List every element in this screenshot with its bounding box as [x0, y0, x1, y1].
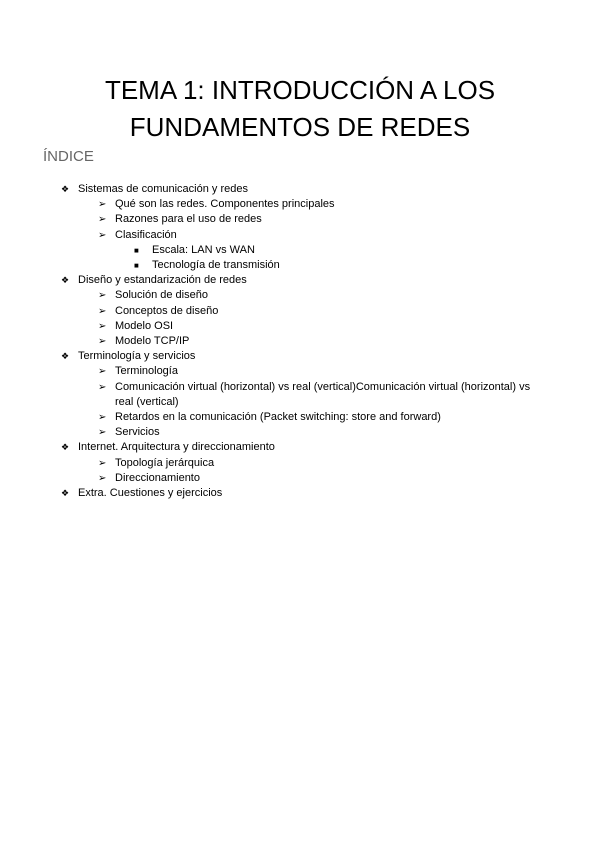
toc-item-text: Servicios — [115, 426, 160, 439]
table-of-contents — [0, 182, 600, 501]
toc-item-level-2 — [0, 334, 600, 349]
toc-item-text: Razones para el uso de redes — [115, 213, 262, 226]
toc-item-text: Clasificación — [115, 228, 177, 241]
arrow-bullet-icon: ➢ — [98, 366, 107, 378]
arrow-bullet-icon: ➢ — [98, 229, 107, 241]
title-line: TEMA 1: INTRODUCCIÓN A LOS — [104, 75, 496, 105]
toc-item-level-1 — [0, 273, 600, 288]
square-bullet-icon: ■ — [134, 261, 139, 271]
toc-item-text: Topología jerárquica — [115, 456, 215, 469]
arrow-bullet-icon: ➢ — [98, 381, 107, 393]
arrow-bullet-icon: ➢ — [98, 290, 107, 302]
toc-item-level-2 — [0, 228, 600, 243]
toc-item-text: Modelo OSI — [115, 319, 174, 332]
toc-item-text: Terminología — [115, 365, 178, 378]
toc-item-text: Solución de diseño — [115, 289, 208, 302]
toc-item-level-1 — [0, 440, 600, 455]
toc-item-text: Escala: LAN vs WAN — [152, 243, 255, 256]
arrow-bullet-icon: ➢ — [98, 472, 107, 484]
arrow-bullet-icon: ➢ — [98, 305, 107, 317]
toc-item-level-2 — [0, 410, 600, 425]
diamond-bullet-icon: ❖ — [61, 184, 70, 194]
toc-item-level-2 — [0, 197, 600, 212]
arrow-bullet-icon: ➢ — [98, 412, 107, 424]
toc-item-level-2 — [0, 471, 600, 486]
toc-item-level-2 — [0, 288, 600, 303]
diamond-bullet-icon: ❖ — [61, 351, 70, 362]
arrow-bullet-icon: ➢ — [98, 427, 107, 439]
toc-item-level-2 — [0, 364, 600, 379]
toc-item-level-2 — [0, 319, 600, 334]
diamond-bullet-icon: ❖ — [61, 442, 70, 453]
toc-item-text: Conceptos de diseño — [115, 304, 219, 317]
toc-item-level-1 — [0, 486, 600, 501]
toc-item-level-2 — [0, 304, 600, 319]
arrow-bullet-icon: ➢ — [98, 336, 107, 348]
toc-item-text: Direccionamiento — [115, 471, 200, 484]
toc-item-text: Internet. Arquitectura y direccionamiento — [78, 441, 275, 454]
toc-item-text: Terminología y servicios — [78, 350, 196, 363]
toc-item-level-3 — [0, 258, 600, 273]
diamond-bullet-icon: ❖ — [61, 488, 70, 499]
index-heading: ÍNDICE — [43, 148, 94, 165]
diamond-bullet-icon: ❖ — [61, 275, 70, 286]
toc-item-level-2 — [0, 380, 600, 410]
toc-item-level-2 — [0, 456, 600, 471]
toc-item-text: Sistemas de comunicación y redes — [78, 183, 248, 195]
toc-item-text: Retardos en la comunicación (Packet switching: store and forward) — [115, 411, 441, 424]
toc-item-level-2 — [0, 212, 600, 227]
toc-item-text: Extra. Cuestiones y ejercicios — [78, 487, 223, 500]
toc-item-text: Diseño y estandarización de redes — [78, 274, 247, 287]
square-bullet-icon: ■ — [134, 245, 139, 255]
arrow-bullet-icon: ➢ — [98, 457, 107, 469]
title-line: FUNDAMENTOS DE REDES — [129, 112, 471, 142]
toc-item-level-3 — [0, 243, 600, 258]
arrow-bullet-icon: ➢ — [98, 214, 107, 226]
toc-item-text: Tecnología de transmisión — [152, 259, 280, 272]
toc-item-text: Modelo TCP/IP — [115, 335, 190, 348]
toc-item-level-2 — [0, 425, 600, 440]
toc-item-level-1 — [0, 182, 600, 197]
toc-item-text: Qué son las redes. Componentes principales — [115, 198, 335, 211]
toc-item-level-1 — [0, 349, 600, 364]
arrow-bullet-icon: ➢ — [98, 320, 107, 332]
arrow-bullet-icon: ➢ — [98, 199, 107, 211]
document-title — [0, 72, 600, 146]
toc-item-text: Comunicación virtual (horizontal) vs real (vertical)Comunicación virtual (horizontal) vs real (vertical) — [115, 380, 531, 408]
